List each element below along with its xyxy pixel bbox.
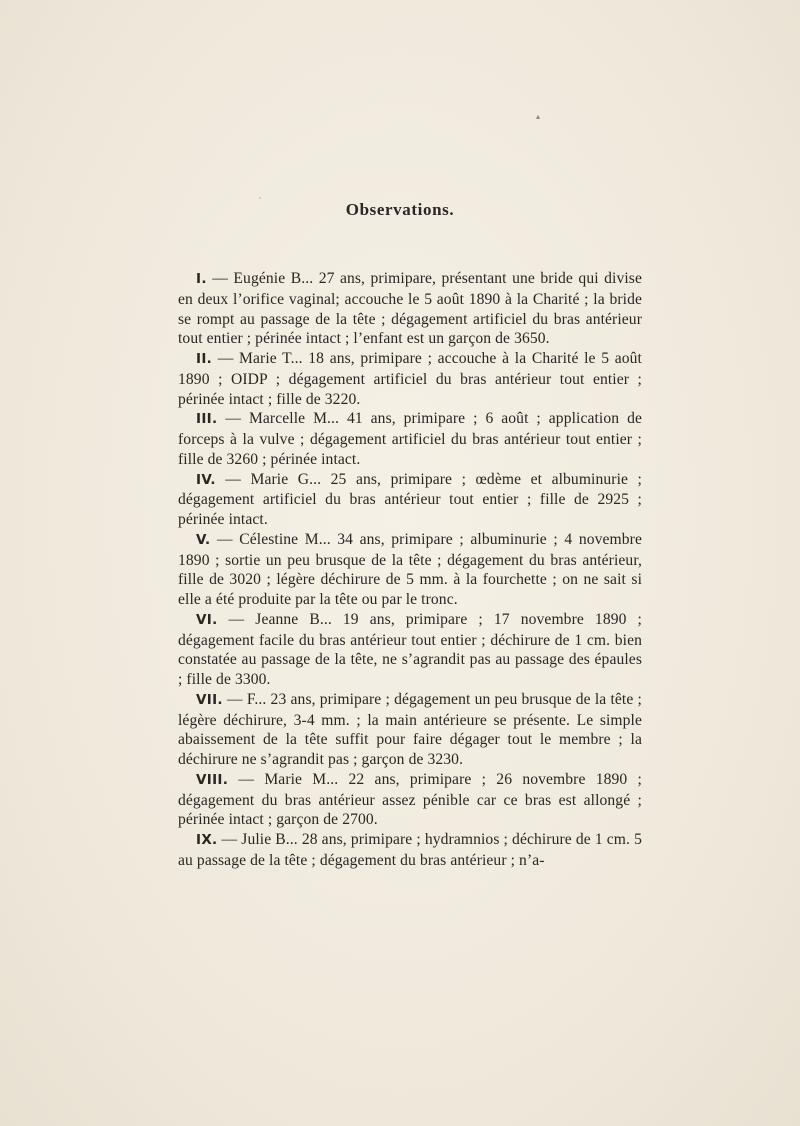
observation-text: — Célestine M... 34 ans, primipare ; albuminurie ; 4 novembre 1890 ; sortie un peu brusque de la tête ; dégagement du bras antérieur, fille de 3020 ; légère déchirure de 5 mm. à la fourchette ; on ne sait si elle a été produite par la tête ou par le tronc. [178, 530, 642, 608]
observation-text: — Marie G... 25 ans, primipare ; œdème et albuminurie ; dégagement artificiel du bras antérieur tout entier ; fille de 2925 ; périnée intact. [178, 470, 642, 528]
observation-number: III. [196, 411, 218, 428]
observation-8 [178, 770, 642, 830]
observation-text: — Marie T... 18 ans, primipare ; accouche à la Charité le 5 août 1890 ; OIDP ; dégagement artificiel du bras antérieur tout entier ; périnée intact ; fille de 3220. [178, 350, 642, 408]
observation-number: IV. [196, 471, 216, 488]
observation-number: V. [196, 531, 211, 548]
observation-4 [178, 470, 642, 530]
page-title: Observations. [345, 200, 455, 219]
observation-text: — F... 23 ans, primipare ; dégagement un peu brusque de la tête ; légère déchirure, 3-4 mm. ; la main antérieure se présente. Le simple abaissement de la tête suffit pour faire dégager tout le membre ; la déchirure ne s’agrandit pas ; garçon de 3230. [178, 690, 642, 768]
observation-number: VI. [196, 611, 218, 628]
observation-9 [178, 830, 642, 871]
observation-text: — Eugénie B... 27 ans, primipare, présentant une bride qui divise en deux l’orifice vaginal; accouche le 5 août 1890 à la Charité ; la bride se rompt au passage de la tête ; dégagement artificiel du bras antérieur tout entier ; périnée intact ; l’enfant est un garçon de 3650. [178, 270, 642, 348]
observations-list [178, 269, 642, 871]
observation-number: II. [196, 351, 213, 367]
page-speck: ▴ [536, 112, 541, 121]
observation-number: I. [196, 271, 207, 287]
observation-2 [178, 349, 642, 409]
observation-text: — Marcelle M... 41 ans, primipare ; 6 août ; application de forceps à la vulve ; dégagement artificiel du bras antérieur tout entier ; fille de 3260 ; périnée intact. [178, 410, 642, 468]
observation-7 [178, 690, 642, 770]
observation-text: — Julie B... 28 ans, primipare ; hydramnios ; déchirure de 1 cm. 5 au passage de la tête ; dégagement du bras antérieur ; n’a- [178, 831, 642, 869]
observation-text: — Jeanne B... 19 ans, primipare ; 17 novembre 1890 ; dégagement facile du bras antérieur tout entier ; déchirure de 1 cm. bien constatée au passage de la tête, ne s’agrandit pas au passage des épaules ; fille de 3300. [178, 610, 642, 688]
observation-5 [178, 530, 642, 610]
observation-1 [178, 269, 642, 349]
observation-number: VIII. [196, 771, 229, 788]
page-speck: ' [259, 196, 261, 204]
observation-number: IX. [196, 832, 218, 848]
observation-6 [178, 610, 642, 690]
observation-3 [178, 409, 642, 469]
observation-text: — Marie M... 22 ans, primipare ; 26 novembre 1890 ; dégagement du bras antérieur assez pénible car ce bras est allongé ; périnée intact ; garçon de 2700. [178, 770, 642, 829]
observation-number: VII. [196, 691, 223, 708]
